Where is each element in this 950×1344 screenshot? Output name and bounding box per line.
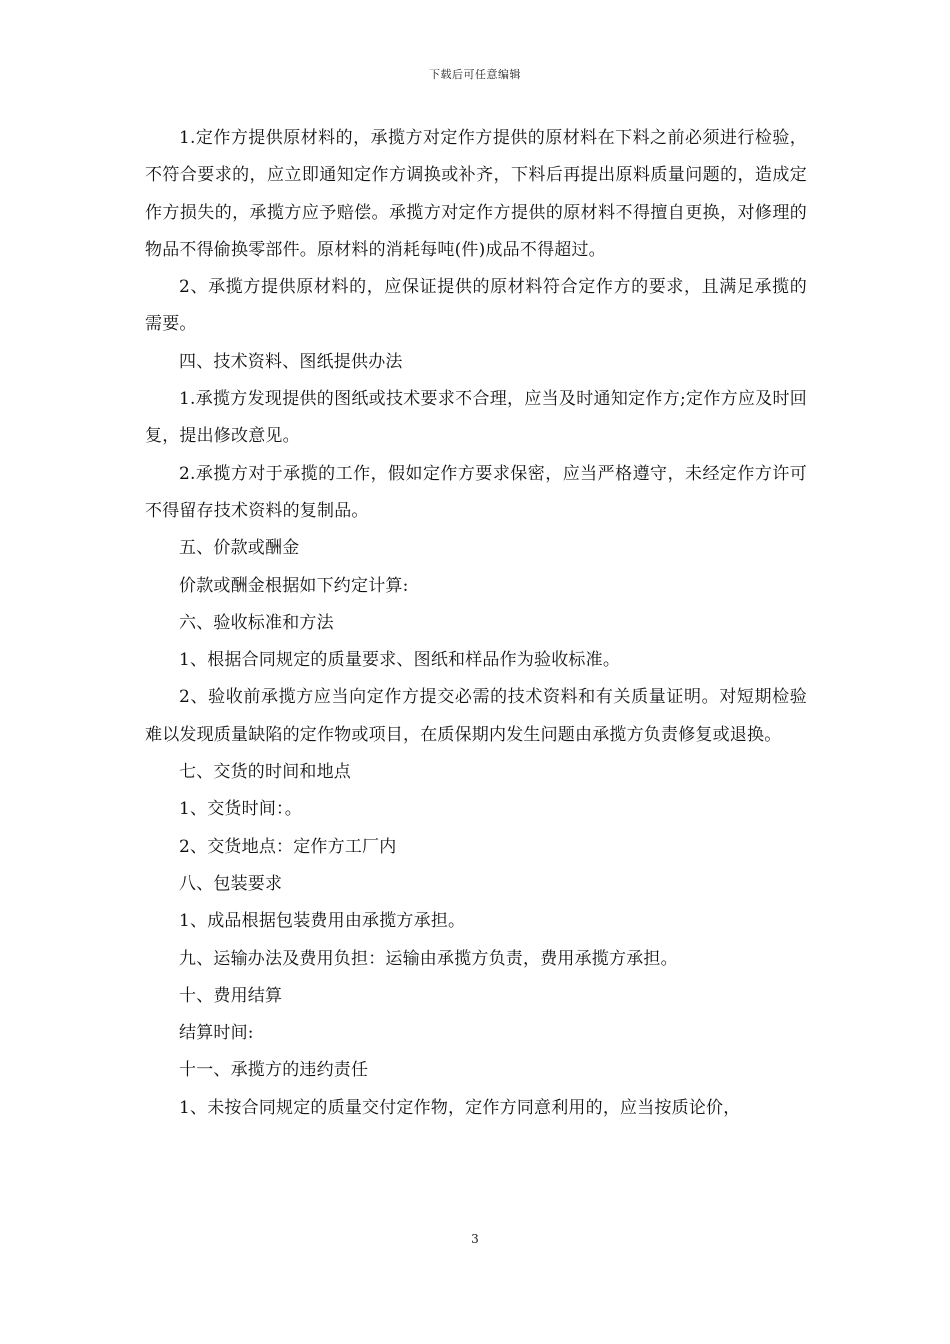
section-heading: 四、技术资料、图纸提供办法 — [179, 351, 403, 372]
page-header: 下载后可任意编辑 — [429, 68, 521, 81]
section-heading: 九、运输办法及费用负担：运输由承揽方负责，费用承揽方承担。 — [179, 948, 678, 969]
section-heading: 十一、承揽方的违约责任 — [179, 1060, 369, 1081]
paragraph: 结算时间: — [179, 1023, 254, 1044]
paragraph: 1、未按合同规定的质量交付定作物，定作方同意利用的，应当按质论价， — [179, 1097, 741, 1118]
section-heading: 六、验收标准和方法 — [179, 612, 334, 633]
page-number: 3 — [471, 1232, 479, 1246]
section-heading: 十、费用结算 — [179, 985, 283, 1006]
paragraph: 1、交货时间：。 — [179, 799, 302, 820]
paragraph: 2、交货地点：定作方工厂内 — [179, 836, 397, 857]
paragraph: 1、根据合同规定的质量要求、图纸和样品作为验收标准。 — [179, 650, 621, 671]
paragraph: 2、验收前承揽方应当向定作方提交必需的技术资料和有关质量证明。对短期检验难以发现质量缺陷的定作物或项目，在质保期内发生问题由承揽方负责修复或退换。 — [145, 687, 807, 745]
document-body — [145, 120, 807, 1127]
paragraph: 价款或酬金根据如下约定计算: — [179, 575, 409, 596]
section-heading: 八、包装要求 — [179, 873, 283, 894]
paragraph: 1.定作方提供原材料的，承揽方对定作方提供的原材料在下料之前必须进行检验，不符合要求的，应立即通知定作方调换或补齐，下料后再提出原料质量问题的，造成定作方损失的，承揽方应予赔偿。承揽方对定作方提供的原材料不得擅自更换，对修理的物品不得偷换零部件。原材料的消耗每吨(件)成品不得超过。 — [145, 128, 807, 260]
paragraph: 2、承揽方提供原材料的，应保证提供的原材料符合定作方的要求，且满足承揽的需要。 — [145, 277, 807, 335]
paragraph: 1、成品根据包装费用由承揽方承担。 — [179, 911, 466, 932]
paragraph: 2.承揽方对于承揽的工作，假如定作方要求保密，应当严格遵守，未经定作方许可不得留存技术资料的复制品。 — [145, 463, 807, 521]
section-heading: 七、交货的时间和地点 — [179, 762, 351, 783]
section-heading: 五、价款或酬金 — [179, 538, 300, 559]
paragraph: 1.承揽方发现提供的图纸或技术要求不合理，应当及时通知定作方;定作方应及时回复，提出修改意见。 — [145, 389, 807, 447]
